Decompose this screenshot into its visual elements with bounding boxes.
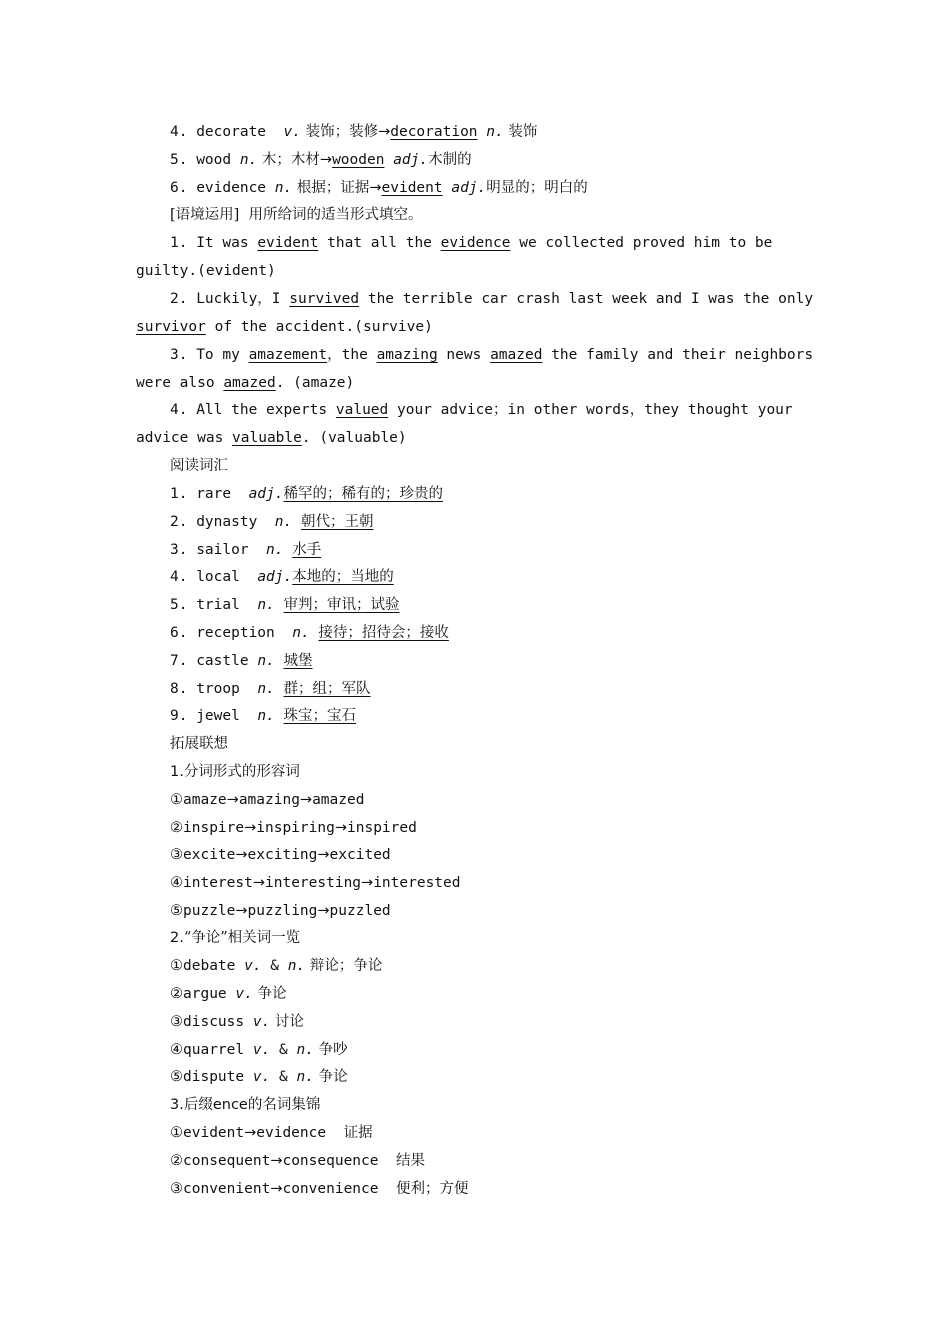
text-line bbox=[170, 512, 373, 532]
line-segment: n. bbox=[257, 597, 275, 613]
answer-text: 水手 bbox=[292, 542, 322, 558]
line-segment: ④ bbox=[170, 875, 183, 891]
answer-text: 稀罕的；稀有的；珍贵的 bbox=[283, 486, 443, 502]
line-segment: advice was bbox=[136, 430, 233, 446]
line-segment: ⑤ bbox=[170, 1069, 183, 1085]
line-segment: excite bbox=[183, 847, 236, 863]
line-segment: puzzling bbox=[247, 903, 318, 919]
line-segment: → bbox=[378, 124, 391, 140]
line-segment: v. bbox=[244, 958, 262, 974]
text-line bbox=[170, 790, 364, 810]
line-segment: amazed bbox=[312, 792, 365, 808]
line-segment: dispute bbox=[183, 1069, 253, 1085]
text-line bbox=[170, 651, 313, 671]
line-segment: 1. It was bbox=[170, 235, 258, 251]
line-segment: convenience bbox=[282, 1181, 396, 1197]
line-segment: & bbox=[270, 1069, 297, 1085]
line-segment: excited bbox=[329, 847, 391, 863]
text-line bbox=[170, 818, 417, 838]
line-segment: n. bbox=[274, 514, 293, 530]
line-segment: inspired bbox=[347, 820, 417, 836]
line-segment: → bbox=[317, 847, 330, 863]
line-segment bbox=[384, 152, 393, 168]
line-segment: 辩论；争论 bbox=[305, 958, 383, 974]
text-line bbox=[170, 233, 772, 253]
text-line bbox=[170, 178, 588, 198]
line-segment: n. bbox=[266, 542, 284, 558]
line-segment: adj. bbox=[248, 486, 284, 502]
line-segment bbox=[275, 708, 284, 724]
line-segment: your advice；in other words，they thought your bbox=[388, 402, 793, 418]
line-segment: inspire bbox=[183, 820, 245, 836]
line-segment: → bbox=[361, 875, 374, 891]
line-segment: → bbox=[270, 1181, 283, 1197]
text-line bbox=[170, 845, 391, 865]
answer-text: evidence bbox=[440, 235, 511, 251]
line-segment: & bbox=[261, 958, 288, 974]
line-segment: → bbox=[299, 792, 313, 808]
text-line bbox=[170, 1179, 468, 1199]
line-segment: ③ bbox=[170, 1181, 183, 1197]
answer-text: wooden bbox=[332, 152, 385, 168]
line-segment: → bbox=[317, 903, 330, 919]
line-segment: 3. To my bbox=[170, 347, 249, 363]
answer-text: 审判；审讯；试验 bbox=[283, 597, 400, 613]
text-line bbox=[170, 567, 394, 587]
line-segment: adj. bbox=[451, 180, 487, 196]
line-segment bbox=[292, 514, 301, 530]
answer-text: amazed bbox=[223, 375, 276, 391]
line-segment: interested bbox=[373, 875, 461, 891]
line-segment: amazing bbox=[238, 792, 300, 808]
line-segment: 1. bbox=[170, 764, 184, 780]
text-line bbox=[170, 1040, 348, 1060]
line-segment: n. bbox=[239, 152, 258, 168]
line-segment: 争论 bbox=[252, 986, 287, 1002]
line-segment: [语境运用] 用所给词的适当形式填空。 bbox=[170, 207, 423, 223]
line-segment: → bbox=[235, 847, 248, 863]
line-segment bbox=[275, 681, 284, 697]
line-segment: 5. wood bbox=[170, 152, 240, 168]
line-segment: 4. All the experts bbox=[170, 402, 336, 418]
text-line bbox=[170, 762, 300, 782]
text-line bbox=[170, 706, 356, 726]
line-segment: 装饰；装修 bbox=[300, 124, 379, 140]
line-segment: “争论”相关词一览 bbox=[183, 930, 301, 946]
text-line bbox=[170, 928, 300, 948]
line-segment: 明显的；明白的 bbox=[486, 180, 588, 196]
answer-text: 城堡 bbox=[283, 653, 313, 669]
line-segment bbox=[275, 653, 284, 669]
line-segment: ④ bbox=[170, 1042, 183, 1058]
answer-text: 群；组；军队 bbox=[283, 681, 371, 697]
line-segment: puzzled bbox=[329, 903, 391, 919]
answer-text: decoration bbox=[390, 124, 478, 140]
line-segment: interest bbox=[183, 875, 253, 891]
line-segment: 后缀 bbox=[183, 1097, 213, 1113]
line-segment: 便利；方便 bbox=[395, 1181, 469, 1197]
line-segment: v. bbox=[283, 124, 301, 140]
line-segment: puzzle bbox=[183, 903, 236, 919]
line-segment: 分词形式的形容词 bbox=[183, 764, 300, 780]
line-segment: n. bbox=[486, 124, 504, 140]
line-segment: 1. rare bbox=[170, 486, 249, 502]
line-segment: 4. local bbox=[170, 569, 258, 585]
line-segment: ，the bbox=[327, 347, 377, 363]
line-segment: adj. bbox=[393, 152, 429, 168]
line-segment: inspiring bbox=[256, 820, 335, 836]
line-segment: v. bbox=[252, 1042, 271, 1058]
line-segment: 讨论 bbox=[270, 1014, 304, 1030]
line-segment: n. bbox=[257, 708, 275, 724]
line-segment: → bbox=[235, 903, 248, 919]
line-segment bbox=[284, 542, 293, 558]
text-line bbox=[170, 901, 391, 921]
text-line bbox=[170, 456, 228, 476]
text-line bbox=[170, 1151, 425, 1171]
answer-text: 接待；招待会；接收 bbox=[318, 625, 449, 641]
text-line bbox=[170, 540, 321, 560]
line-segment: ③ bbox=[170, 847, 183, 863]
line-segment: v. bbox=[252, 1069, 271, 1085]
line-segment: ① bbox=[170, 792, 183, 808]
line-segment: n. bbox=[257, 653, 275, 669]
answer-text: amazing bbox=[376, 347, 438, 363]
answer-text: valued bbox=[335, 402, 389, 418]
text-line bbox=[170, 873, 461, 893]
line-segment: the family and their neighbors bbox=[542, 347, 814, 363]
line-segment: → bbox=[369, 180, 382, 196]
line-segment: 4. decorate bbox=[170, 124, 284, 140]
text-line bbox=[170, 400, 793, 420]
text-line bbox=[170, 205, 423, 225]
line-segment: 6. evidence bbox=[170, 180, 275, 196]
text-line bbox=[170, 956, 382, 976]
line-segment: 9. jewel bbox=[170, 708, 258, 724]
line-segment: 争吵 bbox=[313, 1042, 348, 1058]
line-segment: ② bbox=[170, 820, 183, 836]
line-segment: 5. trial bbox=[170, 597, 258, 613]
line-segment: 证据 bbox=[343, 1125, 373, 1141]
line-segment: → bbox=[226, 792, 239, 808]
answer-text: amazed bbox=[490, 347, 543, 363]
line-segment: n. bbox=[257, 681, 275, 697]
line-segment: ⑤ bbox=[170, 903, 183, 919]
line-segment: consequent bbox=[183, 1153, 271, 1169]
line-segment: we collected proved him to be bbox=[510, 235, 773, 251]
text-line bbox=[170, 1095, 320, 1115]
answer-text: valuable bbox=[232, 430, 302, 446]
line-segment: ② bbox=[170, 1153, 183, 1169]
line-segment: of the accident.(survive) bbox=[205, 319, 433, 335]
line-segment: the terrible car crash last week and I was the only bbox=[359, 291, 814, 307]
line-segment: → bbox=[319, 152, 333, 168]
text-line bbox=[170, 623, 449, 643]
answer-text: survived bbox=[289, 291, 360, 307]
line-segment: ② bbox=[170, 986, 183, 1002]
line-segment: adj. bbox=[257, 569, 293, 585]
line-segment: → bbox=[252, 875, 265, 891]
line-segment: → bbox=[334, 820, 347, 836]
line-segment: evident bbox=[183, 1125, 245, 1141]
line-segment: → bbox=[244, 1125, 257, 1141]
line-segment: amaze bbox=[183, 792, 227, 808]
line-segment: 的名词集锦 bbox=[247, 1097, 321, 1113]
line-segment: . (amaze) bbox=[275, 375, 355, 391]
line-segment: 2. bbox=[170, 930, 184, 946]
text-line bbox=[170, 122, 537, 142]
line-segment: 2. Luckily，I bbox=[170, 291, 290, 307]
line-segment: n. bbox=[296, 1069, 314, 1085]
text-line bbox=[170, 595, 400, 615]
line-segment: n. bbox=[274, 180, 293, 196]
line-segment: exciting bbox=[247, 847, 318, 863]
line-segment: ③ bbox=[170, 1014, 183, 1030]
line-segment bbox=[478, 124, 487, 140]
line-segment: 3. sailor bbox=[170, 542, 267, 558]
text-line bbox=[170, 150, 472, 170]
line-segment: ① bbox=[170, 1125, 183, 1141]
text-line bbox=[170, 679, 371, 699]
text-line bbox=[170, 484, 443, 504]
line-segment: ence bbox=[212, 1097, 248, 1113]
answer-text: 珠宝；宝石 bbox=[283, 708, 357, 724]
answer-text: 本地的；当地的 bbox=[292, 569, 394, 585]
line-segment: & bbox=[270, 1042, 297, 1058]
line-segment: → bbox=[270, 1153, 283, 1169]
line-segment: 8. troop bbox=[170, 681, 258, 697]
text-line bbox=[170, 1012, 304, 1032]
text-line bbox=[170, 1067, 348, 1087]
line-segment: interesting bbox=[265, 875, 362, 891]
text-line bbox=[170, 1123, 373, 1143]
answer-text: evident bbox=[381, 180, 443, 196]
line-segment: 装饰 bbox=[503, 124, 538, 140]
line-segment: 阅读词汇 bbox=[170, 458, 228, 474]
text-line bbox=[136, 373, 354, 393]
line-segment: evidence bbox=[256, 1125, 344, 1141]
line-segment: 7. castle bbox=[170, 653, 258, 669]
line-segment: that all the bbox=[318, 235, 441, 251]
text-line bbox=[170, 734, 228, 754]
line-segment: convenient bbox=[183, 1181, 271, 1197]
line-segment: guilty.(evident) bbox=[136, 263, 276, 279]
answer-text: survivor bbox=[136, 319, 206, 335]
line-segment: v. bbox=[235, 986, 253, 1002]
line-segment: consequence bbox=[282, 1153, 396, 1169]
line-segment: 3. bbox=[170, 1097, 184, 1113]
answer-text: amazement bbox=[248, 347, 328, 363]
line-segment: 拓展联想 bbox=[170, 736, 228, 752]
line-segment: quarrel bbox=[183, 1042, 253, 1058]
text-line bbox=[136, 317, 433, 337]
line-segment: 6. reception bbox=[170, 625, 293, 641]
line-segment: 2. dynasty bbox=[170, 514, 275, 530]
text-line bbox=[170, 289, 813, 309]
line-segment: were also bbox=[136, 375, 224, 391]
line-segment: → bbox=[244, 820, 257, 836]
text-line bbox=[170, 984, 286, 1004]
line-segment: argue bbox=[183, 986, 236, 1002]
answer-text: 朝代；王朝 bbox=[300, 514, 374, 530]
text-line bbox=[136, 428, 407, 448]
line-segment: v. bbox=[252, 1014, 271, 1030]
line-segment: . (valuable) bbox=[301, 430, 407, 446]
line-segment: n. bbox=[287, 958, 306, 974]
answer-text: evident bbox=[257, 235, 319, 251]
line-segment: 木；木材 bbox=[257, 152, 320, 168]
text-line bbox=[170, 345, 813, 365]
line-segment: 争论 bbox=[313, 1069, 348, 1085]
line-segment: 根据；证据 bbox=[292, 180, 370, 196]
line-segment: n. bbox=[292, 625, 310, 641]
line-segment: debate bbox=[183, 958, 245, 974]
line-segment: ① bbox=[170, 958, 183, 974]
line-segment: 木制的 bbox=[428, 152, 472, 168]
line-segment: discuss bbox=[183, 1014, 253, 1030]
line-segment: 结果 bbox=[395, 1153, 425, 1169]
line-segment: n. bbox=[296, 1042, 314, 1058]
line-segment: news bbox=[437, 347, 491, 363]
text-line bbox=[136, 261, 276, 281]
line-segment bbox=[275, 597, 284, 613]
